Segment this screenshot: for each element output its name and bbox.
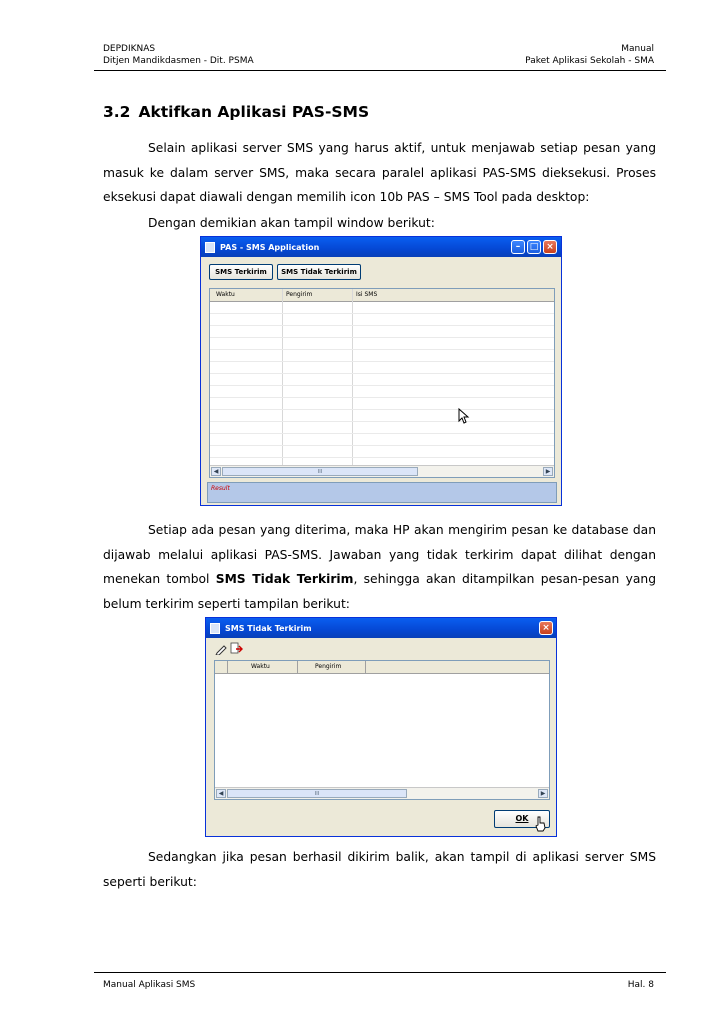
close-icon[interactable]: × xyxy=(543,240,557,254)
horizontal-scrollbar[interactable] xyxy=(215,787,549,799)
ok-button[interactable]: OK xyxy=(494,810,550,828)
export-arrow-icon[interactable] xyxy=(230,642,244,656)
grid-row-line xyxy=(210,385,555,386)
column-waktu[interactable]: Waktu xyxy=(216,291,235,298)
grid-col-divider xyxy=(282,289,283,467)
scroll-left-icon[interactable]: ◀ xyxy=(216,789,226,798)
pas-sms-window xyxy=(200,236,562,506)
mouse-cursor-icon xyxy=(459,409,471,425)
sms-tidak-terkirim-window-title: SMS Tidak Terkirim xyxy=(225,623,312,633)
grid-row-line xyxy=(210,361,555,362)
paragraph-4-text: Sedangkan jika pesan berhasil dikirim balik, akan tampil di aplikasi server SMS seperti berikut: xyxy=(103,850,656,889)
pas-sms-titlebar xyxy=(201,237,561,257)
unsent-grid-header xyxy=(215,661,549,674)
window-icon xyxy=(210,623,220,634)
grid-row-line xyxy=(210,313,555,314)
section-number: 3.2 xyxy=(103,103,131,121)
result-label: Result xyxy=(211,485,230,492)
header-org: DEPDIKNAS xyxy=(103,44,156,54)
scroll-thumb[interactable]: III xyxy=(227,789,407,798)
footer-rule xyxy=(94,972,666,973)
grid-col-divider xyxy=(297,661,298,673)
sms-grid-header xyxy=(210,289,554,302)
header-rule xyxy=(94,70,666,71)
column-pengirim[interactable]: Pengirim xyxy=(315,663,342,670)
paragraph-2 xyxy=(103,211,656,236)
column-waktu[interactable]: Waktu xyxy=(251,663,270,670)
scroll-right-icon[interactable]: ▶ xyxy=(543,467,553,476)
header-left xyxy=(103,43,254,67)
grid-col-divider xyxy=(352,289,353,467)
grid-row-line xyxy=(210,421,555,422)
horizontal-scrollbar[interactable] xyxy=(210,465,554,477)
hand-cursor-icon xyxy=(535,817,547,833)
paragraph-3-text-end: , sehingga akan ditampilkan pesan-pesan yang belum terkirim seperti tampilan berikut: xyxy=(103,572,657,611)
paragraph-4 xyxy=(103,845,656,894)
scroll-right-icon[interactable]: ▶ xyxy=(538,789,548,798)
sms-tidak-terkirim-emphasis: SMS Tidak Terkirim xyxy=(215,572,354,586)
section-title xyxy=(103,103,369,121)
grid-row-line xyxy=(210,349,555,350)
grid-col-divider xyxy=(227,661,228,673)
pas-sms-window-title: PAS - SMS Application xyxy=(220,242,320,252)
header-doc-type: Manual xyxy=(621,44,654,54)
sms-tidak-terkirim-button[interactable]: SMS Tidak Terkirim xyxy=(277,264,361,280)
scroll-thumb[interactable]: III xyxy=(222,467,418,476)
sms-tidak-terkirim-titlebar xyxy=(206,618,556,638)
section-heading: Aktifkan Aplikasi PAS-SMS xyxy=(138,103,370,121)
header-right xyxy=(525,43,654,67)
header-dept: Ditjen Mandikdasmen - Dit. PSMA xyxy=(103,56,254,66)
grid-row-line xyxy=(210,337,555,338)
grid-row-line xyxy=(210,373,555,374)
close-icon[interactable]: × xyxy=(539,621,553,635)
sms-tidak-terkirim-window xyxy=(205,617,557,837)
unsent-grid[interactable] xyxy=(214,660,550,800)
result-panel xyxy=(207,482,557,503)
pencil-icon[interactable] xyxy=(215,643,227,655)
paragraph-2-text: Dengan demikian akan tampil window berikut: xyxy=(148,216,435,230)
paragraph-1 xyxy=(103,136,656,210)
sms-grid[interactable] xyxy=(209,288,555,478)
page-number: Hal. 8 xyxy=(627,980,654,990)
footer-left: Manual Aplikasi SMS xyxy=(103,980,196,990)
minimize-icon[interactable]: – xyxy=(511,240,525,254)
paragraph-3-text: Setiap ada pesan yang diterima, maka HP akan mengirim pesan ke database dan dijawab melalui aplikasi PAS-SMS. Jawaban yang tidak terkirim dapat dilihat dengan menekan tombol xyxy=(103,523,656,586)
grid-row-line xyxy=(210,409,555,410)
column-pengirim[interactable]: Pengirim xyxy=(286,291,313,298)
grid-row-line xyxy=(210,397,555,398)
scroll-left-icon[interactable]: ◀ xyxy=(211,467,221,476)
grid-row-line xyxy=(210,433,555,434)
column-isi-sms[interactable]: Isi SMS xyxy=(356,291,378,298)
maximize-icon[interactable]: □ xyxy=(527,240,541,254)
grid-row-line xyxy=(210,325,555,326)
sms-terkirim-button[interactable]: SMS Terkirim xyxy=(209,264,273,280)
grid-col-divider xyxy=(365,661,366,673)
app-icon xyxy=(205,242,215,253)
grid-row-line xyxy=(210,457,555,458)
paragraph-1-text: Selain aplikasi server SMS yang harus aktif, untuk menjawab setiap pesan yang masuk ke dalam server SMS, maka secara paralel aplikasi PAS-SMS dieksekusi. Proses eksekusi dapat diawali dengan memilih icon 10b PAS – SMS Tool pada desktop: xyxy=(103,141,656,204)
paragraph-3 xyxy=(103,518,656,616)
grid-row-line xyxy=(210,445,555,446)
header-package: Paket Aplikasi Sekolah - SMA xyxy=(525,56,654,66)
